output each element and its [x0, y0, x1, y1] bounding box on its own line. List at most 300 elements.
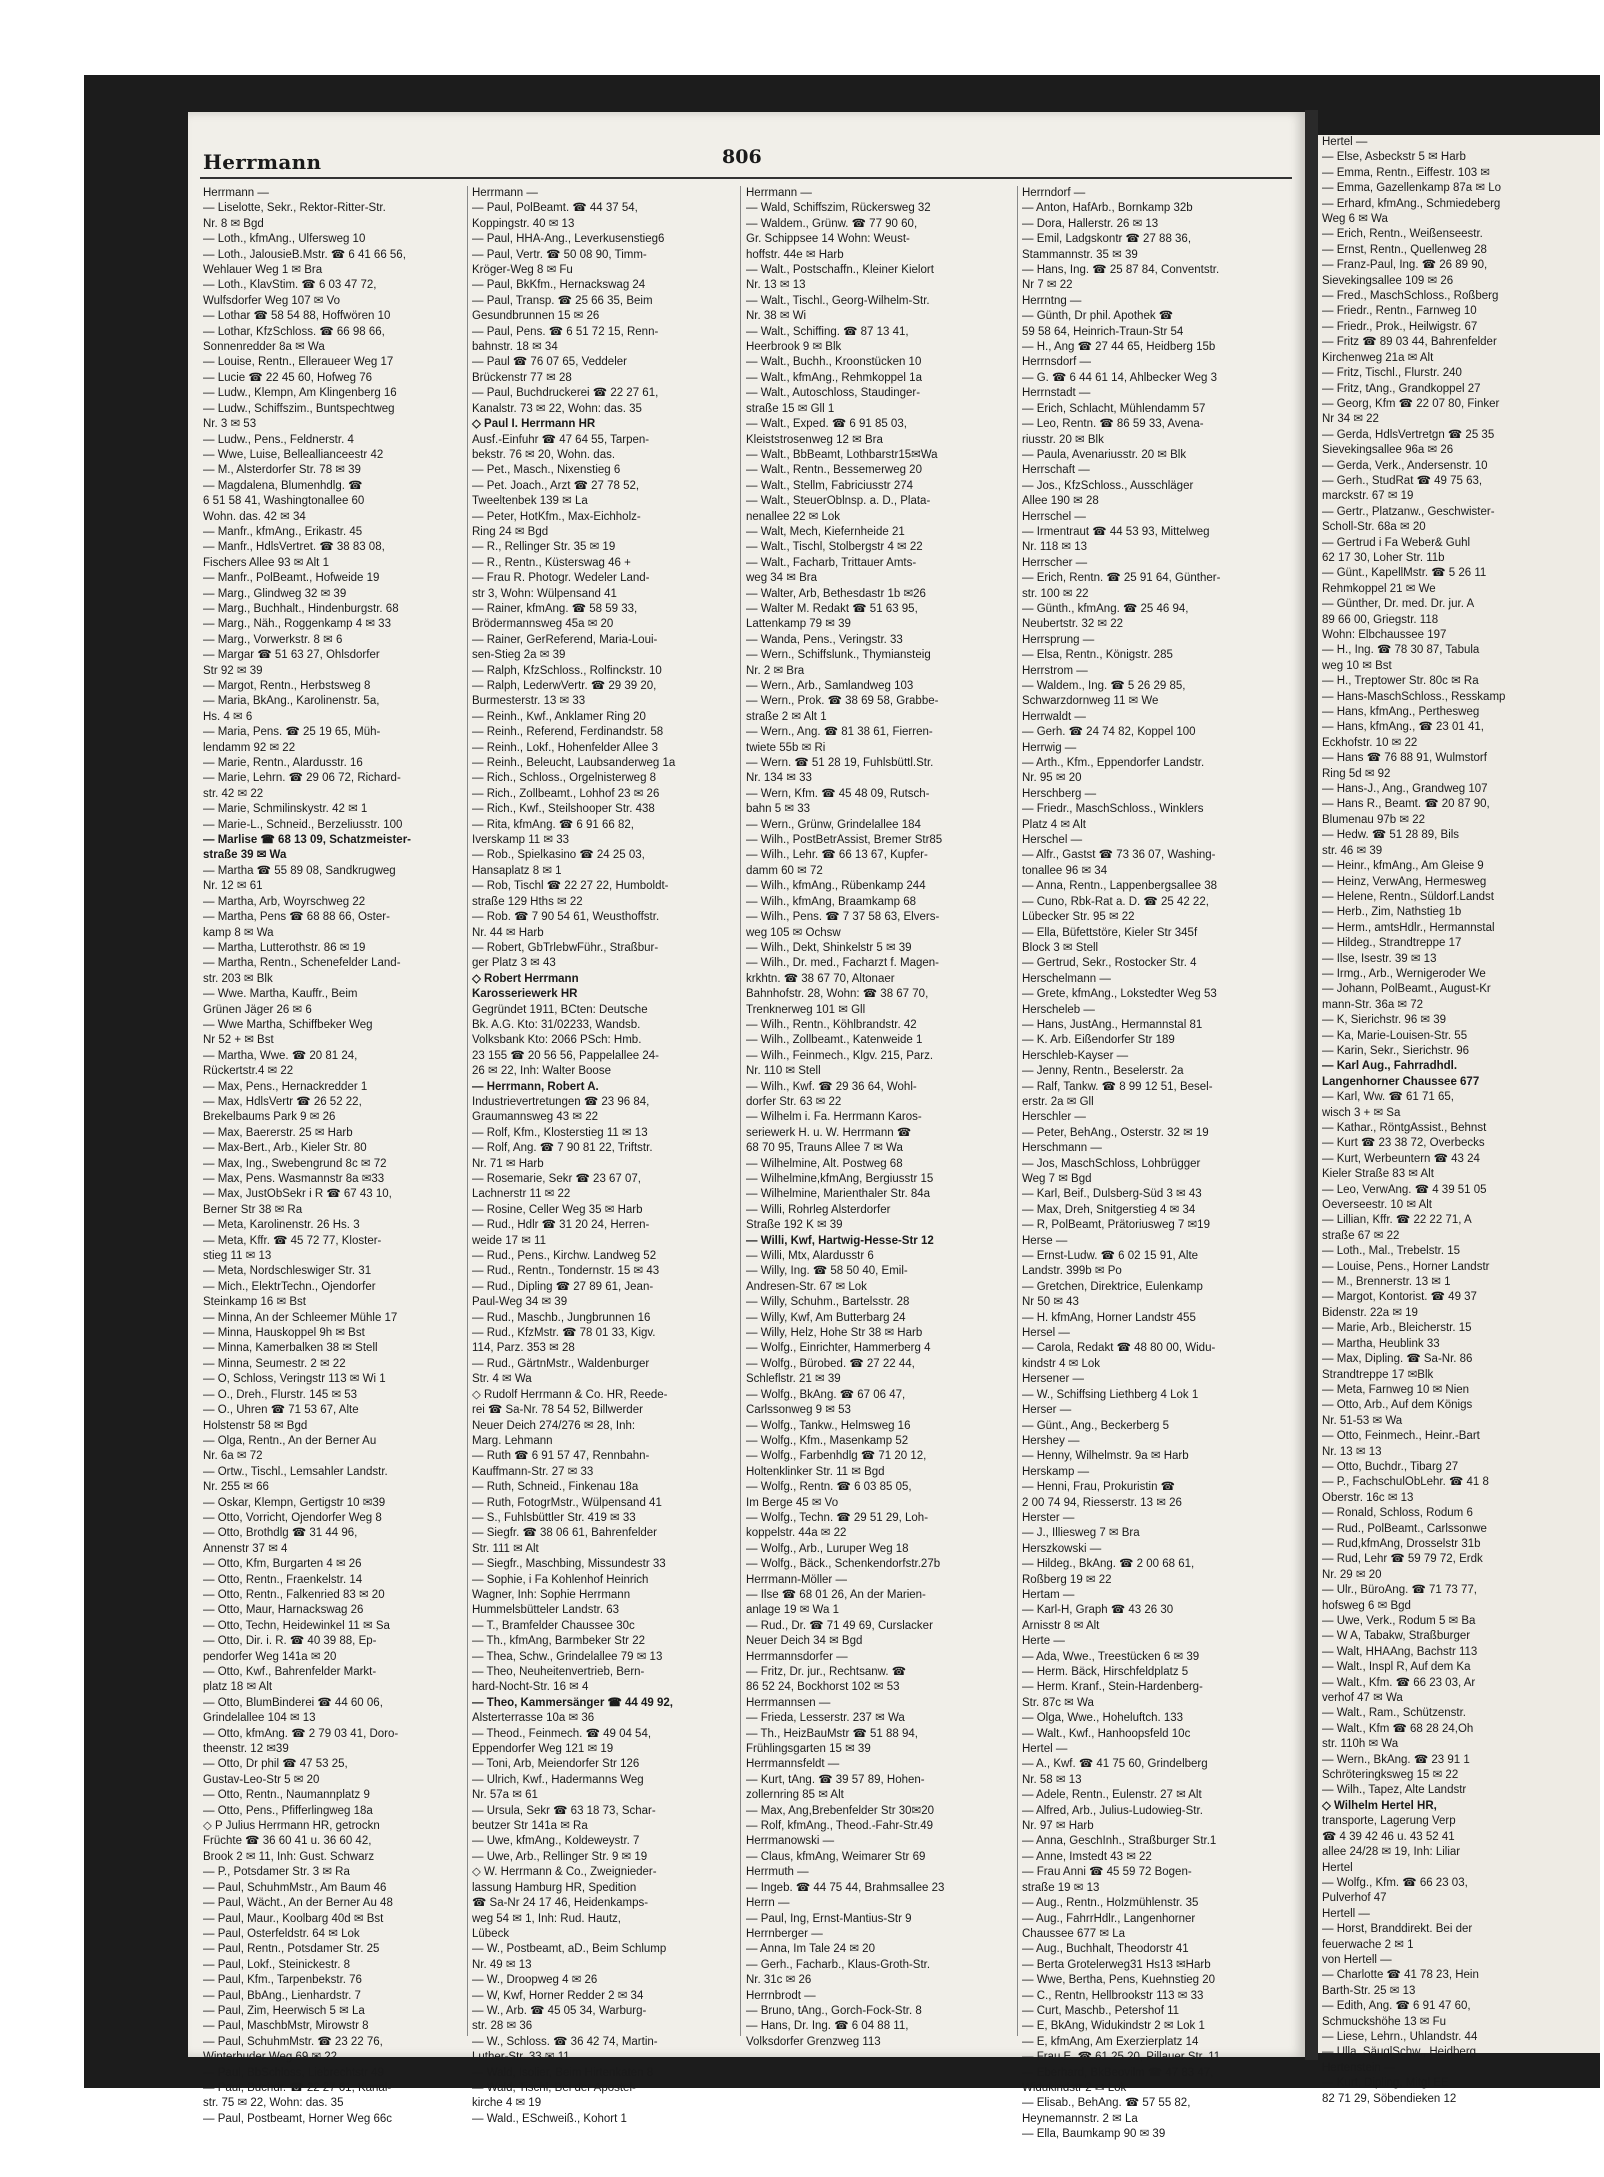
directory-entry-line: Oberstr. 16c ✉ 13 — [1322, 1491, 1414, 1504]
directory-entry-line: ◇ Robert Herrmann — [472, 972, 579, 985]
directory-entry-line: bahn 5 ✉ 33 — [746, 803, 810, 816]
directory-entry-line: — Erhard, kfmAng., Schmiedeberg — [1322, 197, 1501, 210]
directory-entry-line: — Wilh., kfmAng, Braamkamp 68 — [746, 895, 916, 908]
directory-entry-line: — Max, Baererstr. 25 ✉ Harb — [203, 1126, 353, 1139]
directory-entry-line: — Uwe, kfmAng., Koldeweystr. 7 — [472, 1835, 640, 1848]
directory-entry-line: Herschler — — [1022, 1111, 1086, 1124]
directory-entry-line: — Walt., Kfm ☎ 68 28 24,Oh — [1322, 1722, 1474, 1735]
directory-entry-line: — Martha ☎ 55 89 08, Sandkrugweg — [203, 864, 396, 877]
directory-entry-line: — M., Brennerstr. 13 ✉ 1 — [1322, 1276, 1451, 1289]
directory-entry-line: Herrntng — — [1022, 294, 1082, 307]
directory-entry-line: — Rud., Dr. ☎ 71 49 69, Curslacker — [746, 1619, 933, 1632]
directory-entry-line: — Mich., ElektrTechn., Ojendorfer — [203, 1280, 376, 1293]
directory-entry-line: — Theo, Neuheitenvertrieb, Bern- — [472, 1666, 645, 1678]
directory-entry-line: — W., Schiffsing Liethberg 4 Lok 1 — [1022, 1388, 1199, 1401]
directory-entry-line: — Ulr., BüroAng. ☎ 71 73 77, — [1322, 1584, 1477, 1597]
directory-entry-line: verhof 47 ✉ Wa — [1322, 1692, 1403, 1705]
directory-entry-line: Im Berge 45 ✉ Vo — [746, 1496, 839, 1509]
directory-entry-line: — Reinh., Kwf., Anklamer Ring 20 — [472, 710, 646, 723]
directory-entry-line: — Paul, Buchdr. ☎ 22 27 61, Kanal- — [203, 2081, 392, 2094]
directory-entry-line: — Wilhelmine, Alt. Postweg 68 — [746, 1157, 903, 1170]
directory-entry-line: Annenstr 37 ✉ 4 — [203, 1542, 288, 1555]
directory-entry-line: — Fritz, Tischl., Flurstr. 240 — [1322, 367, 1462, 380]
directory-entry-line: — Sophie, i Fa Kohlenhof Heinrich — [472, 1573, 649, 1586]
directory-entry-line: Herser — — [1022, 1404, 1072, 1417]
directory-entry-line: — Reinh., Referend, Ferdinandstr. 58 — [472, 726, 664, 739]
directory-entry-line: weg 105 ✉ Ochsw — [746, 926, 841, 939]
directory-entry-line: — Helene, Rentn., Süldorf.Landst — [1322, 890, 1494, 903]
directory-entry-line: kamp 8 ✉ Wa — [203, 926, 274, 939]
directory-entry-line: — Anna, Rentn., Lappenbergsallee 38 — [1022, 880, 1218, 893]
directory-entry-line: — Wwe Martha, Schiffbeker Weg — [203, 1018, 373, 1031]
directory-entry-line: — Walt., Rentn., Bessemerweg 20 — [746, 464, 922, 477]
directory-entry-line: — Ilse ☎ 68 01 26, An der Marien- — [746, 1588, 926, 1601]
directory-entry-line: — W., Arb. ☎ 45 05 34, Warburg- — [472, 2004, 647, 2017]
directory-entry-line: — P., FachschulObLehr. ☎ 41 8 — [1322, 1476, 1489, 1489]
directory-entry-line: — Wern. ☎ 51 28 19, Fuhlsbüttl.Str. — [746, 757, 934, 770]
directory-entry-line: — Loth., KlavStim. ☎ 6 03 47 72, — [203, 279, 377, 292]
directory-entry-line: nenallee 22 ✉ Lok — [746, 510, 841, 523]
directory-entry-line: — Rud,kfmAng, Drosselstr 31b — [1322, 1537, 1481, 1550]
directory-entry-line: Berner Str 38 ✉ Ra — [203, 1203, 303, 1216]
directory-entry-line: — Heinr., kfmAng., Am Gleise 9 — [1322, 860, 1484, 873]
directory-entry-line: — Martha, Heublink 33 — [1322, 1337, 1440, 1350]
directory-entry-line: — Ludw., Klempn, Am Klingenberg 16 — [203, 387, 397, 400]
directory-entry-line: — E, BkAng, Widukindstr 2 ✉ Lok 1 — [1022, 2020, 1205, 2033]
directory-entry-line: — Wolfg., Rentn. ☎ 6 03 85 05, — [746, 1481, 912, 1494]
directory-entry-line: — Wilh., Kwf. ☎ 29 36 64, Wohl- — [746, 1080, 917, 1093]
directory-entry-line: kindstr 4 ✉ Lok — [1022, 1357, 1101, 1370]
directory-entry-line: — Henni, Frau, Prokuristin ☎ — [1022, 1481, 1176, 1494]
directory-entry-line: — Wilh., Dr. med., Facharzt f. Magen- — [746, 957, 939, 970]
directory-entry-line: — Kurt, Werbeuntern ☎ 43 24 — [1322, 1152, 1480, 1165]
directory-entry-line: — Rud., Dipling ☎ 27 89 61, Jean- — [472, 1280, 654, 1293]
directory-entry-line: 62 17 30, Loher Str. 11b — [1322, 551, 1445, 564]
column-divider — [467, 186, 468, 2036]
column-divider — [1017, 186, 1018, 2036]
directory-entry-line: — Margot, Kontorist. ☎ 49 37 — [1322, 1291, 1477, 1304]
directory-entry-line: Nr 34 ✉ 22 — [1322, 413, 1379, 426]
header-rule — [200, 177, 1292, 179]
directory-entry-line: Wehlauer Weg 1 ✉ Bra — [203, 264, 323, 277]
directory-entry-line: — Wern., Arb., Samlandweg 103 — [746, 680, 914, 692]
directory-entry-line: Lübeck — [472, 1927, 510, 1940]
directory-entry-line: weg 54 ✉ 1, Inh: Rud. Hautz, — [472, 1912, 621, 1925]
directory-entry-line: straße 39 ✉ Wa — [203, 849, 287, 862]
directory-entry-line: — Herrmann, Robert A. — [472, 1080, 599, 1093]
directory-entry-line: — Thea, Schw., Grindelallee 79 ✉ 13 — [472, 1650, 663, 1663]
directory-entry-line: — Erich, Rentn. ☎ 25 91 64, Günther- — [1022, 572, 1221, 585]
directory-entry-line: — Louise, Pens., Horner Landstr — [1322, 1260, 1490, 1273]
directory-entry-line: Kauffmann-Str. 27 ✉ 33 — [472, 1465, 594, 1478]
directory-entry-line: Herrmannsdorfer — — [746, 1650, 848, 1663]
directory-entry-line: — Olga, Rentn., An der Berner Au — [203, 1434, 377, 1447]
directory-entry-line: Wagner, Inh: Sophie Herrmann — [472, 1588, 631, 1601]
directory-entry-line: — Otto, Vorricht, Ojendorfer Weg 8 — [203, 1511, 382, 1524]
directory-entry-line: ◇ Paul I. Herrmann HR — [472, 418, 596, 431]
directory-entry-line: — Fritz, Dr. jur., Rechtsanw. ☎ — [746, 1666, 907, 1678]
directory-entry-line: riusstr. 20 ✉ Blk — [1022, 433, 1104, 446]
running-head-name: Herrmann — [203, 150, 322, 174]
directory-entry-line: Nr. 6a ✉ 72 — [203, 1450, 263, 1463]
directory-entry-line: — Paul, Wächt., An der Berner Au 48 — [203, 1897, 393, 1910]
directory-entry-line: — Ortw., Tischl., Lemsahler Landstr. — [203, 1465, 388, 1478]
directory-entry-line: — H. kfmAng, Horner Landstr 455 — [1022, 1311, 1196, 1324]
directory-entry-line: Rehmkoppel 21 ✉ We — [1322, 582, 1436, 595]
directory-entry-line: Graumannsweg 43 ✉ 22 — [472, 1111, 598, 1124]
directory-entry-line: — Paul, Ing, Ernst-Mantius-Str 9 — [746, 1912, 912, 1925]
directory-entry-line: — Günt., KapellMstr. ☎ 5 26 11 — [1322, 567, 1487, 580]
directory-entry-line: — Rud., Pens., Kirchw. Landweg 52 — [472, 1250, 657, 1263]
directory-entry-line: hard-Nocht-Str. 16 ✉ 4 — [472, 1681, 589, 1694]
directory-entry-line: — O., Dreh., Flurstr. 145 ✉ 53 — [203, 1388, 358, 1401]
directory-entry-line: Sievekingsallee 109 ✉ 26 — [1322, 274, 1454, 287]
directory-entry-line: — Paul, Osterfeldstr. 64 ✉ Lok — [203, 1927, 360, 1940]
directory-entry-line: — Paul, BbAng., Lienhardstr. 7 — [203, 1989, 361, 2002]
directory-entry-line: Nr 52 + ✉ Bst — [203, 1034, 274, 1047]
directory-entry-line: Herrnberger — — [746, 1927, 823, 1940]
directory-entry-line: — Wald, Tischl, Bei der Apostel- — [472, 2081, 636, 2094]
directory-entry-line: — Theod., Feinmech. ☎ 49 04 54, — [472, 1727, 652, 1740]
directory-entry-line: — Otto, Pens., Pfifferlingweg 18a — [203, 1804, 373, 1817]
directory-entry-line: Nr. 134 ✉ 33 — [746, 772, 812, 785]
directory-entry-line: — Paul, Zim, Heerwisch 5 ✉ La — [203, 2004, 365, 2017]
directory-entry-line: — Wern., Prok. ☎ 38 69 58, Grabbe- — [746, 695, 939, 708]
directory-entry-line: Koppingstr. 40 ✉ 13 — [472, 217, 575, 230]
directory-entry-line: — Otto, Kfm, Burgarten 4 ✉ 26 — [203, 1558, 362, 1571]
directory-entry-line: — Gerda, Verk., Andersenstr. 10 — [1322, 459, 1488, 472]
directory-entry-line: Neuer Deich 274/276 ✉ 28, Inh: — [472, 1419, 636, 1432]
directory-entry-line: — R, PolBeamt, Prätoriusweg 7 ✉19 — [1022, 1219, 1210, 1232]
directory-entry-line: — Gertr., Platzanw., Geschwister- — [1322, 505, 1495, 518]
directory-entry-line: — Wwe, Luise, Belleallianceestr 42 — [203, 448, 384, 461]
directory-entry-line: Carlssonweg 9 ✉ 53 — [746, 1404, 851, 1417]
directory-entry-line: — Oskar, Klempn, Gertigstr 10 ✉39 — [203, 1496, 386, 1509]
directory-entry-line: — Paul, BkKfm., Hernackswag 24 — [472, 279, 646, 292]
directory-entry-line: Str. 87c ✉ Wa — [1022, 1696, 1094, 1709]
directory-entry-line: — Marlise ☎ 68 13 09, Schatzmeister- — [203, 834, 412, 847]
directory-entry-line: — Paul, Pens. ☎ 6 51 72 15, Renn- — [472, 325, 659, 338]
directory-entry-line: — Meta, Kffr. ☎ 45 72 77, Kloster- — [203, 1234, 382, 1247]
directory-entry-line: Brekelbaums Park 9 ✉ 26 — [203, 1111, 336, 1124]
directory-entry-line: Schröteringksweg 15 ✉ 22 — [1322, 1769, 1459, 1782]
directory-entry-line: — Peter, BehAng., Osterstr. 32 ✉ 19 — [1022, 1126, 1209, 1139]
directory-entry-line: Nr. 38 ✉ Wi — [746, 310, 807, 323]
directory-entry-line: — Liselotte, Sekr., Rektor-Ritter-Str. — [203, 202, 386, 215]
directory-entry-line: Wohn. das. 42 ✉ 34 — [203, 510, 306, 523]
directory-entry-line: — Frieda, Lesserstr. 237 ✉ Wa — [746, 1712, 905, 1725]
directory-entry-line: ☎ Sa-Nr 24 17 46, Heidenkamps- — [472, 1897, 649, 1910]
directory-entry-line: ger Platz 3 ✉ 43 — [472, 957, 556, 970]
directory-entry-line: — Herm. Bäck, Hirschfeldplatz 5 — [1022, 1666, 1189, 1678]
directory-entry-line: — Ralph, KfzSchloss., Rolfinckstr. 10 — [472, 664, 662, 677]
directory-entry-line: — Paul, Kfm., Tarpenbekstr. 76 — [203, 1974, 362, 1987]
directory-entry-line: — P., Potsdamer Str. 3 ✉ Ra — [203, 1866, 350, 1879]
directory-entry-line: — Anna, Im Tale 24 ✉ 20 — [746, 1943, 875, 1956]
directory-entry-line: — Wolfg., Farbenhdlg ☎ 71 20 12, — [746, 1450, 927, 1463]
directory-entry-line: 2 00 74 94, Riesserstr. 13 ✉ 26 — [1022, 1496, 1182, 1509]
directory-entry-line: — Karl Aug., Fahrradhdl. — [1322, 1060, 1458, 1073]
directory-entry-line: — O., Uhren ☎ 71 53 67, Alte — [203, 1404, 359, 1417]
directory-entry-line: — Ursula, Sekr ☎ 63 18 73, Schar- — [472, 1804, 656, 1817]
directory-entry-line: Herrmannsfeldt — — [746, 1758, 840, 1771]
directory-entry-line: seriewerk H. u. W. Herrmann ☎ — [746, 1126, 912, 1139]
directory-entry-line: — Fritz ☎ 89 03 44, Bahrenfelder — [1322, 336, 1497, 349]
directory-entry-line: Herrmannsen — — [746, 1696, 831, 1709]
directory-entry-line: — Margot, Rentn., Herbstsweg 8 — [203, 680, 371, 692]
directory-entry-line: — Aug., FahrrHdlr., Langenhorner — [1022, 1912, 1196, 1925]
directory-entry-line: — Jos., KfzSchloss., Ausschläger — [1022, 479, 1194, 492]
directory-entry-line: Wulfsdorfer Weg 107 ✉ Vo — [203, 294, 341, 307]
directory-entry-line: bahnstr. 18 ✉ 34 — [472, 341, 558, 354]
next-page — [1318, 135, 1600, 2105]
directory-entry-line: str. 75 ✉ 22, Wohn: das. 35 — [203, 2097, 344, 2110]
directory-entry-line: — Marg., Buchhalt., Hindenburgstr. 68 — [203, 602, 399, 615]
directory-entry-line: — Manfr., PolBeamt., Hofweide 19 — [203, 572, 380, 585]
directory-entry-line: — Pet. Joach., Arzt ☎ 27 78 52, — [472, 479, 640, 492]
directory-entry-line: Nr. 57a ✉ 61 — [472, 1789, 538, 1802]
directory-entry-line: weg 34 ✉ Bra — [746, 572, 818, 585]
directory-entry-line: Arnisstr 8 ✉ Alt — [1022, 1619, 1100, 1632]
directory-entry-line: — Wwe, Bertha, Pens, Kuehnstieg 20 — [1022, 1974, 1216, 1987]
directory-entry-line: — Wilh., Zollbeamt., Katenweide 1 — [746, 1034, 923, 1047]
directory-entry-line: Herrn — — [746, 1897, 790, 1910]
directory-entry-line: — Ludw., Pens., Feldnerstr. 4 — [203, 433, 354, 446]
directory-entry-line: Paul-Weg 34 ✉ 39 — [472, 1296, 568, 1309]
directory-entry-line: — Peter, HotKfm., Max-Eichholz- — [472, 510, 641, 523]
directory-entry-line: — Reinh., Lokf., Hohenfelder Allee 3 — [472, 741, 659, 754]
directory-entry-line: Weg 6 ✉ Wa — [1322, 213, 1388, 226]
directory-entry-line: ◇ Rudolf Herrmann & Co. HR, Reede- — [472, 1388, 668, 1401]
directory-entry-line: Fischers Allee 93 ✉ Alt 1 — [203, 556, 329, 569]
directory-entry-line: Block 3 ✉ Stell — [1022, 941, 1099, 954]
directory-entry-line: — Minna, Hauskoppel 9h ✉ Bst — [203, 1327, 365, 1340]
directory-entry-line: Früchte ☎ 36 60 41 u. 36 60 42, — [203, 1835, 372, 1848]
directory-entry-line: — Paul, Vertr. ☎ 50 08 90, Timm- — [472, 248, 647, 261]
directory-entry-line: — Otto, Rentn., Fraenkelstr. 14 — [203, 1573, 363, 1586]
directory-entry-line: — C., Rentn, Hellbrookstr 113 ✉ 33 — [1022, 1989, 1204, 2002]
directory-entry-line: Pulverhof 47 — [1322, 1892, 1387, 1905]
directory-entry-line: — Minna, Seumestr. 2 ✉ 22 — [203, 1357, 346, 1370]
directory-entry-line: — Paul, SchuhmMstr. ☎ 23 22 76, — [203, 2035, 383, 2048]
directory-entry-line: — Karin, Sekr., Sierichstr. 96 — [1322, 1044, 1470, 1057]
directory-entry-line: — Siegfr., Maschbing, Missundestr 33 — [472, 1558, 666, 1571]
directory-entry-line: tonallee 96 ✉ 34 — [1022, 864, 1108, 877]
directory-entry-line: Allee 190 ✉ 28 — [1022, 495, 1099, 508]
directory-entry-line: Hummelsbütteler Landstr. 63 — [472, 1604, 620, 1617]
directory-entry-line: Hersener — — [1022, 1373, 1084, 1386]
directory-entry-line: Brückenstr 77 ✉ 28 — [472, 371, 572, 384]
directory-entry-line: hoffstr. 44e ✉ Harb — [746, 248, 844, 261]
directory-entry-line: — Meta, Farnweg 10 ✉ Nien — [1322, 1383, 1470, 1396]
directory-entry-line: Lattenkamp 79 ✉ 39 — [746, 618, 851, 631]
directory-entry-line: — Hans, Ing. ☎ 25 87 84, Conventstr. — [1022, 264, 1220, 277]
directory-entry-line: — Ka, Marie-Louisen-Str. 55 — [1322, 1029, 1468, 1042]
directory-entry-line: str 3, Wohn: Wülpensand 41 — [472, 587, 617, 600]
directory-entry-line: — Wilh., Rentn., Köhlbrandstr. 42 — [746, 1018, 917, 1031]
directory-entry-line: — Günt., Ang., Beckerberg 5 — [1022, 1419, 1170, 1432]
directory-entry-line: — Wilh., Dekt, Shinkelstr 5 ✉ 39 — [746, 941, 912, 954]
directory-entry-line: Oeverseestr. 10 ✉ Alt — [1322, 1199, 1432, 1212]
directory-entry-line: Kröger-Weg 8 ✉ Fu — [472, 264, 573, 277]
directory-entry-line: — Rob, Tischl ☎ 22 27 22, Humboldt- — [472, 880, 669, 893]
directory-entry-line: — Gerda, HdlsVertretgn ☎ 25 35 — [1322, 428, 1495, 441]
directory-entry-line: — Martha, Rentn., Schenefelder Land- — [203, 957, 401, 970]
directory-entry-line: Gesundbrunnen 15 ✉ 26 — [472, 310, 600, 323]
directory-entry-line: — Wilh., PostBetrAssist, Bremer Str85 — [746, 834, 943, 847]
directory-entry-line: — Hedw. ☎ 51 28 89, Bils — [1322, 829, 1460, 842]
directory-entry-line: — Aug., Rentn., Holzmühlenstr. 35 — [1022, 1897, 1199, 1910]
directory-entry-line: — T., Bramfelder Chaussee 30c — [472, 1619, 635, 1632]
directory-entry-line: — Ilse, Isestr. 39 ✉ 13 — [1322, 952, 1437, 965]
directory-entry-line: — K, Sierichstr. 96 ✉ 39 — [1322, 1014, 1447, 1027]
directory-entry-line: Sievekingsallee 96a ✉ 26 — [1322, 444, 1454, 457]
directory-entry-line: — Alfred, Arb., Julius-Ludowieg-Str. — [1022, 1804, 1203, 1817]
directory-entry-line: — Jenny, Rentn., Beselerstr. 2a — [1022, 1065, 1184, 1078]
directory-entry-line: — Gertrud, Sekr., Rostocker Str. 4 — [1022, 957, 1197, 970]
directory-entry-line: — Walt., Kfm. ☎ 66 23 03, Ar — [1322, 1676, 1476, 1689]
directory-entry-line: marckstr. 67 ✉ 19 — [1322, 490, 1414, 503]
directory-entry-line: Roßberg 19 ✉ 22 — [1022, 1573, 1112, 1586]
directory-entry-line: str. 46 ✉ 39 — [1322, 844, 1383, 857]
directory-entry-line: — Wilh., Tapez, Alte Landstr — [1322, 1784, 1467, 1797]
directory-entry-line: — Ella, Büfettstöre, Kieler Str 345f — [1022, 926, 1198, 939]
directory-entry-line: Straße 192 K ✉ 39 — [746, 1219, 843, 1232]
directory-entry-line: — Siegfr. ☎ 38 06 61, Bahrenfelder — [472, 1527, 658, 1540]
directory-entry-line: — W., Schloss. ☎ 36 42 74, Martin- — [472, 2035, 658, 2048]
directory-entry-line: — Marg., Vorwerkstr. 8 ✉ 6 — [203, 633, 343, 646]
directory-entry-line: Herrscher — — [1022, 556, 1088, 569]
directory-entry-line: Nr. 58 ✉ 13 — [1022, 1773, 1082, 1786]
directory-entry-line: Nr. 49 ✉ 13 — [472, 1958, 532, 1971]
directory-entry-line: — Max, JustObSekr i R ☎ 67 43 10, — [203, 1188, 392, 1201]
directory-entry-line: 82 71 29, Söbendieken 12 — [1322, 2092, 1457, 2105]
directory-entry-line: damm 60 ✉ 72 — [746, 864, 823, 877]
directory-entry-line: — Max, Pens. Wasmannstr 8a ✉33 — [203, 1173, 385, 1185]
directory-entry-line: — Anna, GeschInh., Straßburger Str.1 — [1022, 1835, 1217, 1848]
directory-entry-line: — Ernst-Ludw. ☎ 6 02 15 91, Alte — [1022, 1250, 1199, 1263]
directory-entry-line: — Franz-Paul, Ing. ☎ 26 89 90, — [1322, 259, 1488, 272]
directory-entry-line: — Martha, Pens ☎ 68 88 66, Oster- — [203, 911, 390, 924]
directory-entry-line: — Irmentraut ☎ 44 53 93, Mittelweg — [1022, 525, 1210, 538]
directory-entry-line: — Gerh., Facharb., Klaus-Groth-Str. — [746, 1958, 931, 1971]
column-divider — [740, 186, 741, 2036]
directory-entry-line: — Claus, kfmAng, Weimarer Str 69 — [746, 1850, 926, 1863]
directory-entry-line: — Ulrich, Kwf., Hadermanns Weg — [472, 1773, 644, 1786]
directory-entry-line: Nr. 118 ✉ 13 — [1022, 541, 1088, 554]
directory-entry-line: Herrsprung — — [1022, 633, 1095, 646]
directory-entry-line: — Wald, Schiffszim, Rückersweg 32 — [746, 202, 931, 215]
directory-entry-line: Neuer Deich 34 ✉ Bgd — [746, 1635, 863, 1648]
directory-entry-line: Hertam — — [1022, 1588, 1075, 1601]
directory-entry-line: — Rud., PolBeamt., Carlssonwe — [1322, 1522, 1487, 1535]
directory-entry-line: — Walt., Buchh., Kroonstücken 10 — [746, 356, 922, 369]
directory-entry-line: Kanalstr. 73 ✉ 22, Wohn: das. 35 — [472, 402, 642, 415]
directory-entry-line: — Rud., Maschb., Jungbrunnen 16 — [472, 1311, 651, 1324]
directory-entry-line: — Willi, Mtx, Alardusstr 6 — [746, 1250, 874, 1263]
directory-entry-line: Herrnstadt — — [1022, 387, 1091, 400]
directory-entry-line: — Karl, Ww. ☎ 61 71 65, — [1322, 1091, 1454, 1104]
directory-entry-line: kirche 4 ✉ 19 — [472, 2097, 542, 2110]
directory-entry-line: — Otto, Arb., Auf dem Königs — [1322, 1399, 1473, 1412]
directory-entry-line: — Paul, BbSchloss, Liebrechtstr 49 — [203, 2066, 384, 2079]
directory-entry-line: — Rita, kfmAng. ☎ 6 91 66 82, — [472, 818, 634, 831]
directory-entry-line: Frühlingsgarten 15 ✉ 39 — [746, 1743, 871, 1756]
directory-entry-line: — Johann, PolBeamt., August-Kr — [1322, 983, 1491, 996]
directory-column-3 — [746, 186, 1004, 2046]
next-page-column — [1318, 135, 1604, 2105]
directory-entry-line: Industrievertretungen ☎ 23 96 84, — [472, 1095, 650, 1108]
directory-entry-line: — Cuno, Rbk-Rat a. D. ☎ 25 42 22, — [1022, 895, 1209, 908]
directory-entry-line: sen-Stieg 2a ✉ 39 — [472, 649, 566, 662]
directory-entry-line: — Friedr., Prok., Heilwigstr. 67 — [1322, 320, 1478, 333]
directory-entry-line: — Wilhelmine,kfmAng, Bergiusstr 15 — [746, 1173, 934, 1185]
directory-entry-line: Herster — — [1022, 1511, 1075, 1524]
directory-entry-line: — Ruth ☎ 6 91 57 47, Rennbahn- — [472, 1450, 650, 1463]
directory-entry-line: zollernring 85 ✉ Alt — [746, 1789, 844, 1802]
directory-entry-line: Nr. 8 ✉ Bgd — [203, 217, 264, 230]
directory-entry-line: — Walt., Exped. ☎ 6 91 85 03, — [746, 418, 907, 431]
directory-entry-line: — Günth., kfmAng. ☎ 25 46 94, — [1022, 602, 1189, 615]
directory-entry-line: — Paul, Maur., Koolbarg 40d ✉ Bst — [203, 1912, 384, 1925]
directory-entry-line: 6 51 58 41, Washingtonallee 60 — [203, 495, 365, 508]
directory-entry-line: — Willy, Ing. ☎ 58 50 40, Emil- — [746, 1265, 908, 1278]
directory-entry-line: — Hans ☎ 76 88 91, Wulmstorf — [1322, 752, 1487, 765]
directory-entry-line: — Berta Grotelerweg31 Hs13 ✉Harb — [1022, 1958, 1211, 1971]
directory-entry-line: — Alfr., Gastst ☎ 73 36 07, Washing- — [1022, 849, 1216, 862]
directory-entry-line: — Ralph, LederwVertr. ☎ 29 39 20, — [472, 680, 657, 692]
directory-entry-line: — Theo, Kammersänger ☎ 44 49 92, — [472, 1696, 673, 1709]
directory-entry-line: Nr. 13 ✉ 13 — [746, 279, 806, 292]
directory-entry-line: — Fritz, tAng., Grandkoppel 27 — [1322, 382, 1481, 395]
directory-entry-line: — Rich., Zollbeamt., Lohhof 23 ✉ 26 — [472, 787, 660, 800]
directory-entry-line: — S., Fuhlsbüttler Str. 419 ✉ 33 — [472, 1511, 636, 1524]
directory-column-2 — [472, 186, 730, 2125]
directory-entry-line: bekstr. 76 ✉ 20, Wohn. das. — [472, 448, 616, 461]
directory-entry-line: — Rolf, Kfm., Klosterstieg 11 ✉ 13 — [472, 1126, 648, 1139]
directory-entry-line: Neubertstr. 32 ✉ 22 — [1022, 618, 1124, 631]
directory-entry-line: — Wanda, Pens., Veringstr. 33 — [746, 633, 903, 646]
directory-entry-line: Volksbank Kto: 2066 PSch: Hmb. — [472, 1034, 642, 1047]
directory-entry-line: — Hans-MaschSchloss., Resskamp — [1322, 690, 1506, 703]
directory-entry-line: — Henny, Wilhelmstr. 9a ✉ Harb — [1022, 1450, 1189, 1463]
directory-entry-line: — Kurt, tAng. ☎ 39 57 89, Hohen- — [746, 1773, 925, 1786]
directory-entry-line: — Rolf, kfmAng., Theod.-Fahr-Str.49 — [746, 1820, 934, 1833]
directory-entry-line: — Walt., kfmAng., Rehmkoppel 1a — [746, 371, 922, 384]
directory-entry-line: — Carola, Redakt ☎ 48 80 00, Widu- — [1022, 1342, 1216, 1355]
directory-entry-line: — Emma, Rentn., Eiffestr. 103 ✉ — [1322, 166, 1490, 179]
directory-entry-line: Strandtreppe 17 ✉Blk — [1322, 1368, 1434, 1381]
directory-entry-line: Herrmuth — — [746, 1866, 809, 1879]
directory-entry-line: koppelstr. 44a ✉ 22 — [746, 1527, 847, 1540]
directory-entry-line: weide 17 ✉ 11 — [472, 1234, 546, 1247]
directory-entry-line: Weg 7 ✉ Bgd — [1022, 1173, 1092, 1185]
directory-entry-line: Nr. 31c ✉ 26 — [746, 1974, 812, 1987]
directory-entry-line: — Meta, Nordschleswiger Str. 31 — [203, 1265, 372, 1278]
directory-entry-line: — Otto, BlumBinderei ☎ 44 60 06, — [203, 1696, 383, 1709]
directory-entry-line: — Paula, Avenariusstr. 20 ✉ Blk — [1022, 448, 1187, 461]
directory-entry-line: — Olga, Wwe., Hoheluftch. 133 — [1022, 1712, 1184, 1725]
directory-entry-line: Heerbrook 9 ✉ Blk — [746, 341, 842, 354]
directory-entry-line: Herrndorf — — [1022, 187, 1086, 199]
directory-entry-line: — Anton, HafArb., Bornkamp 32b — [1022, 202, 1193, 215]
directory-entry-line: — Maria, Pens. ☎ 25 19 65, Müh- — [203, 726, 381, 739]
directory-entry-line: Brook 2 ✉ 11, Inh: Gust. Schwarz — [203, 1850, 375, 1863]
directory-column-4 — [1022, 186, 1280, 2141]
directory-entry-line: platz 18 ✉ Alt — [203, 1681, 273, 1694]
directory-entry-line: — Walt., Tischl., Georg-Wilhelm-Str. — [746, 294, 930, 307]
directory-entry-line: pendorfer Weg 141a ✉ 20 — [203, 1650, 337, 1663]
